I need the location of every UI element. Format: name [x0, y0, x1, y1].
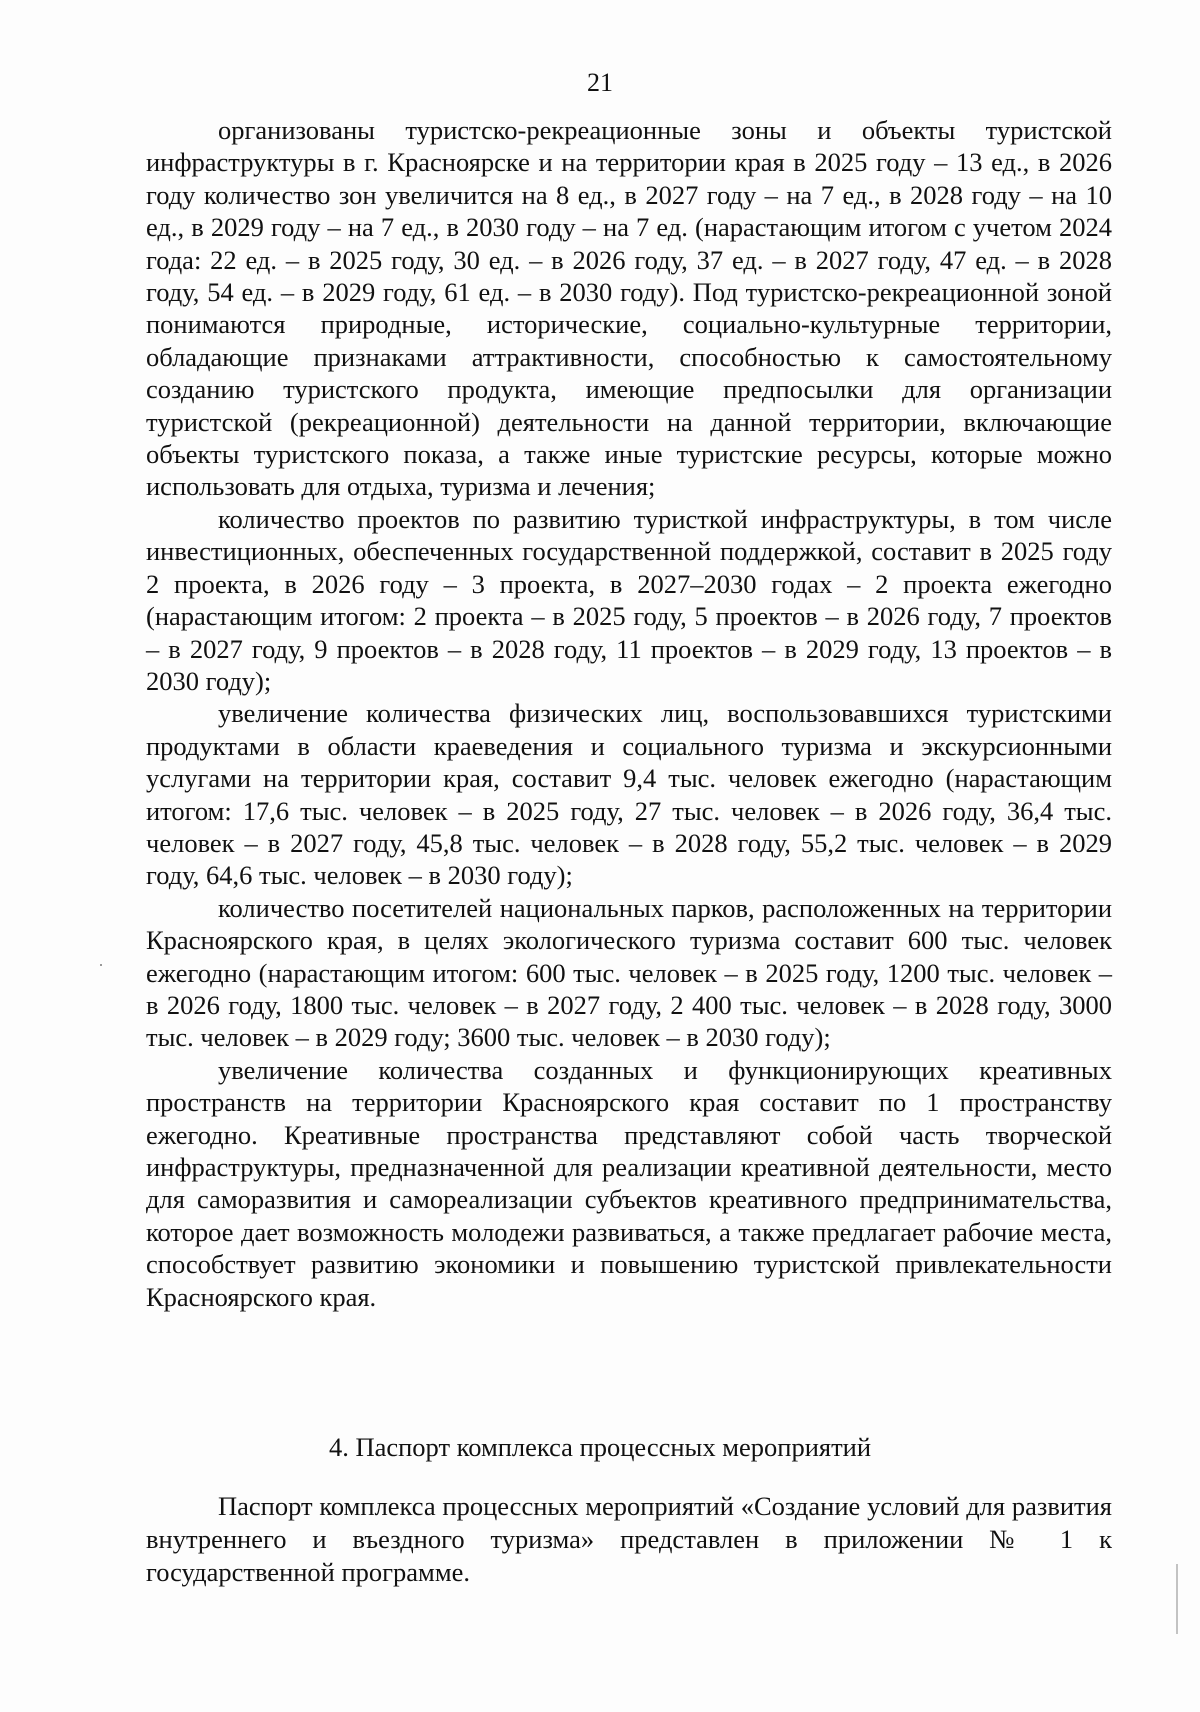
paragraph-creative-spaces: увеличение количества созданных и функционирующих креативных пространств на территории Красноярского края составит по 1 пространству ежегодно. Креативные пространства представляют собой часть творческой инфраструктуры, предназначенной для реализации креативной деятельности, место для саморазвития и самореализации субъектов креативного предпринимательства, которое дает возможность молодежи развиваться, а также предлагает рабочие места, способствует развитию экономики и повышению туристской привлекательности Красноярского края. — [146, 1054, 1112, 1312]
scan-margin-mark — [1176, 1564, 1178, 1634]
body-text — [146, 114, 1112, 1313]
final-text — [146, 1490, 1112, 1589]
paragraph-tourism-zones: организованы туристско-рекреационные зоны и объекты туристской инфраструктуры в г. Красноярске и на территории края в 2025 году – 13 ед., в 2026 году количество зон увеличится на 8 ед., в 2027 году – на 7 ед., в 2028 году – на 10 ед., в 2029 году – на 7 ед., в 2030 году – на 7 ед. (нарастающим итогом с учетом 2024 года: 22 ед. – в 2025 году, 30 ед. – в 2026 году, 37 ед. – в 2027 году, 47 ед. – в 2028 году, 54 ед. – в 2029 году, 61 ед. – в 2030 году). Под туристско-рекреационной зоной понимаются природные, исторические, социально-культурные территории, обладающие признаками аттрактивности, способностью к самостоятельному созданию туристского продукта, имеющие предпосылки для организации туристской (рекреационной) деятельности на данной территории, включающие объекты туристского показа, а также иные туристские ресурсы, которые можно использовать для отдыха, туризма и лечения; — [146, 115, 1112, 502]
paragraph-passport-reference: Паспорт комплекса процессных мероприятий «Создание условий для развития внутреннего и въездного туризма» представлен в приложении № 1 к государственной программе. — [146, 1491, 1112, 1587]
page-number: 21 — [587, 68, 613, 97]
paragraph-infrastructure-projects: количество проектов по развитию туристкой инфраструктуры, в том числе инвестиционных, обеспеченных государственной поддержкой, составит в 2025 году 2 проекта, в 2026 году – 3 проекта, в 2027–2030 годах – 2 проекта ежегодно (нарастающим итогом: 2 проекта – в 2025 году, 5 проектов – в 2026 году, 7 проектов – в 2027 году, 9 проектов – в 2028 году, 11 проектов – в 2029 году, 13 проектов – в 2030 году); — [146, 503, 1112, 696]
paragraph-local-history-tourists: увеличение количества физических лиц, воспользовавшихся туристскими продуктами в области краеведения и социального туризма и экскурсионными услугами на территории края, составит 9,4 тыс. человек ежегодно (нарастающим итогом: 17,6 тыс. человек – в 2025 году, 27 тыс. человек – в 2026 году, 36,4 тыс. человек – в 2027 году, 45,8 тыс. человек – в 2028 году, 55,2 тыс. человек – в 2029 году, 64,6 тыс. человек – в 2030 году); — [146, 698, 1112, 891]
section-heading: 4. Паспорт комплекса процессных мероприятий — [328, 1432, 872, 1462]
paragraph-national-park-visitors: количество посетителей национальных парков, расположенных на территории Красноярского края, в целях экологического туризма составит 600 тыс. человек ежегодно (нарастающим итогом: 600 тыс. человек – в 2025 году, 1200 тыс. человек – в 2026 году, 1800 тыс. человек – в 2027 году, 2 400 тыс. человек – в 2028 году, 3000 тыс. человек – в 2029 году; 3600 тыс. человек – в 2030 году); — [146, 892, 1112, 1053]
scan-dust-dot — [100, 964, 102, 966]
